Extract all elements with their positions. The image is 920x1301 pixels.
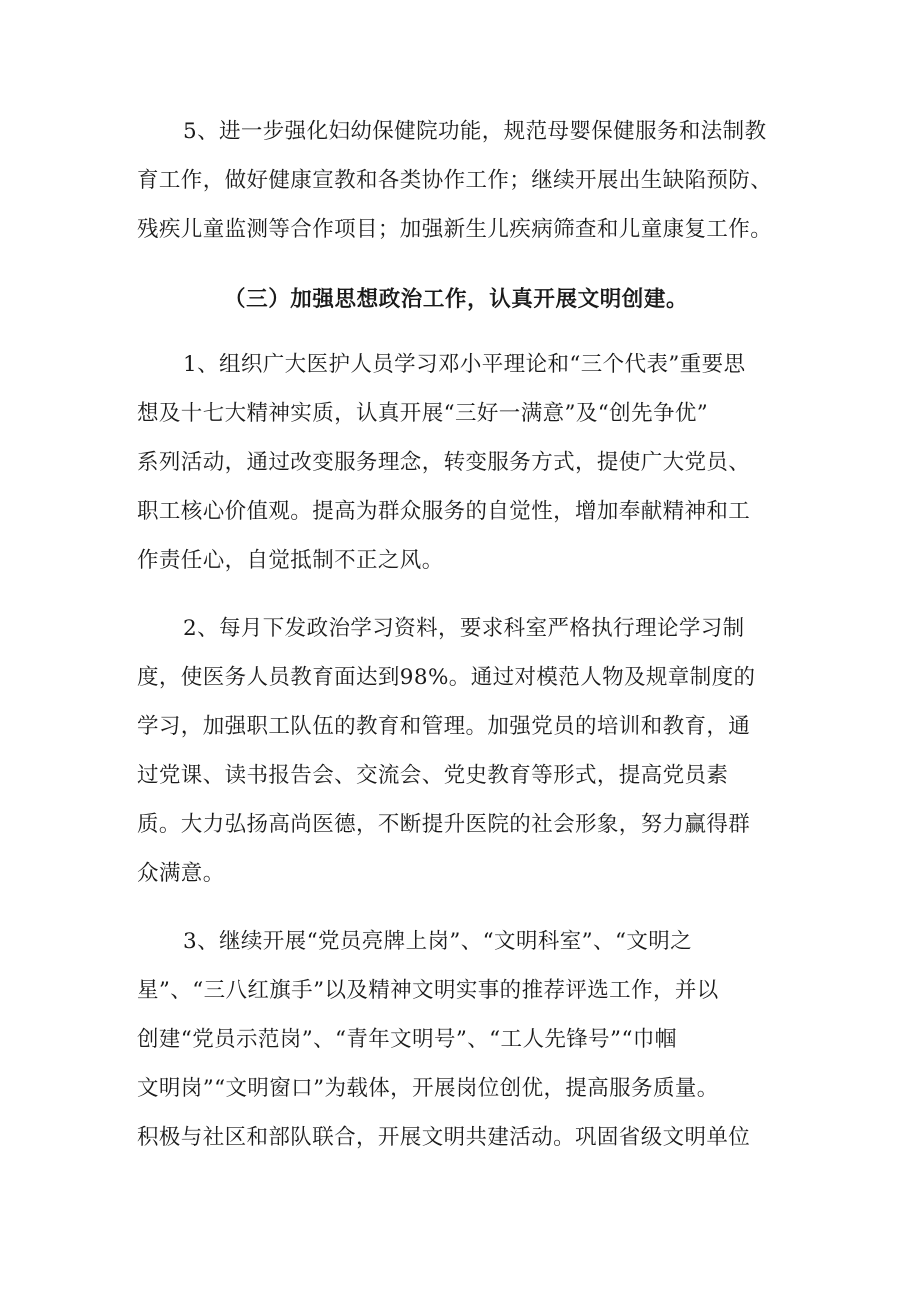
paragraph-5-line-2: 育工作，做好健康宣教和各类协作工作；继续开展出生缺陷预防、 bbox=[137, 168, 773, 193]
section-heading: （三）加强思想政治工作，认真开展文明创建。 bbox=[224, 287, 689, 312]
paragraph-3-line-5: 积极与社区和部队联合，开展文明共建活动。巩固省级文明单位 bbox=[137, 1125, 751, 1150]
paragraph-3-line-1: 3、继续开展“党员亮牌上岗”、“文明科室”、“文明之 bbox=[183, 929, 693, 954]
paragraph-5-line-1: 5、进一步强化妇幼保健院功能，规范母婴保健服务和法制教 bbox=[183, 119, 767, 144]
paragraph-2-line-3: 学习，加强职工队伍的教育和管理。加强党员的培训和教育，通 bbox=[137, 714, 751, 739]
paragraph-2-line-5: 质。大力弘扬高尚医德，不断提升医院的社会形象，努力赢得群 bbox=[137, 812, 751, 837]
paragraph-1-line-3: 系列活动，通过改变服务理念，转变服务方式，提使广大党员、 bbox=[137, 450, 751, 475]
paragraph-2-line-4: 过党课、读书报告会、交流会、党史教育等形式，提高党员素 bbox=[137, 763, 729, 788]
paragraph-1-line-2: 想及十七大精神实质，认真开展“三好一满意”及“创先争优” bbox=[137, 401, 709, 426]
paragraph-3-line-2: 星”、“三八红旗手”以及精神文明实事的推荐评选工作，并以 bbox=[137, 978, 719, 1003]
paragraph-2-line-1: 2、每月下发政治学习资料，要求科室严格执行理论学习制 bbox=[183, 616, 745, 641]
paragraph-5-line-3: 残疾儿童监测等合作项目；加强新生儿疾病筛查和儿童康复工作。 bbox=[137, 217, 773, 242]
paragraph-1-line-1: 1、组织广大医护人员学习邓小平理论和“三个代表”重要思 bbox=[183, 352, 746, 377]
paragraph-3-line-3: 创建“党员示范岗”、“青年文明号”、“工人先锋号”“巾帼 bbox=[137, 1027, 677, 1052]
paragraph-3-line-4: 文明岗”“文明窗口”为载体，开展岗位创优，提高服务质量。 bbox=[137, 1076, 719, 1101]
paragraph-1-line-5: 作责任心，自觉抵制不正之风。 bbox=[137, 548, 444, 573]
paragraph-2-line-6: 众满意。 bbox=[137, 861, 225, 886]
paragraph-1-line-4: 职工核心价值观。提高为群众服务的自觉性，增加奉献精神和工 bbox=[137, 499, 751, 524]
paragraph-2-line-2: 度，使医务人员教育面达到98%。通过对模范人物及规章制度的 bbox=[137, 665, 756, 690]
